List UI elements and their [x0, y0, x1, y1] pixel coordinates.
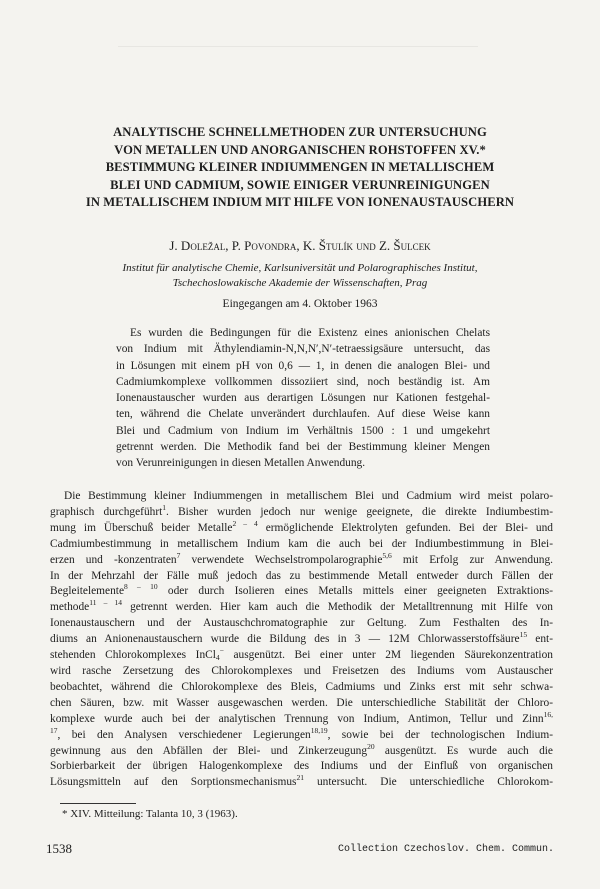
- reference-superscript: 5,6: [382, 550, 392, 560]
- body-line: [50, 725, 553, 744]
- body-text-run: erzen und -konzentraten: [50, 553, 177, 566]
- body-text-run: mung im Überschuß beider Metalle: [50, 521, 233, 534]
- body-text-run: gewinnung aus den Abfällen der Blei- und Zinkerzeugung: [50, 744, 368, 757]
- body-text: [50, 489, 553, 791]
- body-text-run: beobachtet, während die Chlorokomplexe des Bleis, Cadmiums und Zinks erst mit sehr schwa-: [50, 680, 553, 693]
- reference-superscript: 1: [162, 502, 167, 512]
- scan-artifact-line: [118, 46, 478, 47]
- abstract-line: Es wurden die Bedingungen für die Existenz eines anionischen Chelats: [130, 327, 490, 339]
- abstract-line: getrennt werden. Die Methodik fand bei der Bestimmung kleiner Mengen: [116, 441, 490, 454]
- reference-superscript: 21: [296, 773, 304, 783]
- footnote-rule: [60, 803, 136, 804]
- reference-superscript: 8 – 10: [124, 582, 158, 592]
- affiliation-line: Tschechoslowakische Akademie der Wissenschaften, Prag: [172, 277, 428, 289]
- subscript: 4: [215, 653, 220, 663]
- body-line: [50, 741, 553, 760]
- body-text-run: Cadmiumbestimmung in metallischem Indium kam die auch bei der Indiumbestimmung in Blei-: [50, 537, 553, 550]
- body-line: [50, 680, 553, 696]
- body-line: [50, 696, 553, 712]
- abstract: [116, 325, 490, 472]
- body-text-run: stehenden Chlorokomplexes InCl: [50, 649, 216, 662]
- body-text-run: , sowie bei der technologischen Indium-: [327, 728, 553, 741]
- title-line: BLEI UND CADMIUM, SOWIE EINIGER VERUNREINIGUNGEN: [110, 177, 490, 192]
- affiliation: [30, 261, 570, 291]
- title-line: ANALYTISCHE SCHNELLMETHODEN ZUR UNTERSUCHUNG: [113, 125, 487, 139]
- body-text-run: Begleitelemente: [50, 585, 125, 598]
- body-text-run: ent-: [527, 633, 553, 646]
- body-text-run: methode: [50, 601, 90, 614]
- body-text-run: diums an Anionenaustauschern wurde die Bildung des in 3 — 12M Chlorwasserstoffsäure: [50, 633, 520, 646]
- body-text-run: Ionenaustauschern und der Austauschchromatographie zur Geltung. Zum Festhalten des In-: [50, 617, 553, 630]
- body-text-run: Lösungsmitteln auf den Sorptionsmechanismus: [50, 776, 297, 789]
- body-line: [50, 664, 553, 680]
- body-line: [50, 775, 553, 791]
- body-text-run: mit Erfolg zur Anwendung.: [391, 553, 554, 566]
- body-line: [50, 489, 553, 505]
- body-line: [50, 537, 553, 553]
- title-line: IN METALLISCHEM INDIUM MIT HILFE VON IONENAUSTAUSCHERN: [85, 195, 515, 210]
- reference-superscript: −: [219, 646, 224, 656]
- title-line: BESTIMMUNG KLEINER INDIUMMENGEN IN METALLISCHEM: [105, 160, 495, 175]
- body-text-run: , bei den Analysen verschiedener Legierungen: [57, 728, 311, 741]
- abstract-line: von Verunreinigungen in diesen Metallen Anwendung.: [116, 457, 366, 470]
- abstract-line: Ionenaustauscher wurden aus derartigen Lösungen nur Kationen festgehal-: [116, 392, 490, 405]
- reference-superscript: 16,: [543, 709, 553, 719]
- abstract-line: ten, während die Chelate unverändert durchlaufen. Auf diese Weise kann: [116, 408, 490, 421]
- body-text-run: Die Bestimmung kleiner Indiummengen in metallischem Blei und Cadmium wird meist polaro-: [64, 490, 553, 502]
- journal-name: Collection Czechoslov. Chem. Commun.: [337, 844, 554, 855]
- body-line: [50, 502, 553, 521]
- body-text-run: wird rasche Zersetzung des Chlorokomplexes und Freisetzen des Indiums vom Austauscher: [50, 664, 553, 677]
- abstract-line: von Indium mit Äthylendiamin-N,N,N′,N′-tetraessigsäure untersucht, das: [116, 343, 490, 356]
- received-date: Eingegangen am 4. Oktober 1963: [222, 298, 378, 310]
- body-line: [50, 550, 554, 569]
- reference-superscript: 7: [176, 550, 181, 560]
- body-line: [50, 616, 553, 632]
- abstract-line: Cadmiumkomplexe vollkommen dissoziiert sind, noch beständig ist. Am: [116, 375, 490, 388]
- reference-superscript: 17: [50, 725, 58, 735]
- body-line: [50, 584, 553, 600]
- body-line: [50, 600, 553, 616]
- body-line: [50, 709, 553, 728]
- body-text-run: untersucht. Die unterschiedliche Chlorokom-: [304, 776, 553, 789]
- footnote: * XIV. Mitteilung: Talanta 10, 3 (1963).: [62, 808, 238, 820]
- reference-superscript: 20: [367, 741, 375, 751]
- body-text-run: getrennt werden. Hier kam auch die Methodik der Metalltrennung mit Hilfe von: [121, 601, 553, 614]
- body-text-run: Sorbierbarkeit der übrigen Halogenkomplexe des Indiums und der Einfluß von organischen: [50, 760, 553, 773]
- affiliation-line: Institut für analytische Chemie, Karlsuniversität und Polarographisches Institut,: [122, 262, 478, 274]
- body-line: [50, 648, 553, 664]
- reference-superscript: 18,19: [310, 725, 328, 735]
- body-text-run: oder durch Isolieren eines Metalls mittels einer geeigneten Extraktions-: [157, 585, 554, 598]
- reference-superscript: 11 – 14: [89, 598, 122, 608]
- body-text-run: ausgenützt. Bei einer unter 2M liegenden Säurekonzentration: [223, 649, 553, 662]
- body-line: [50, 518, 553, 537]
- body-text-run: verwendete Wechselstrompolarographie: [180, 553, 383, 566]
- body-text-run: . Bisher wurden jedoch nur wenige geeignete, die direkte Indiumbestim-: [166, 505, 553, 518]
- body-line: [50, 632, 553, 648]
- body-text-run: In der Mehrzahl der Fälle muß jedoch das zu bestimmende Metall entweder durch Fällen der: [50, 569, 553, 582]
- title-line: VON METALLEN UND ANORGANISCHEN ROHSTOFFEN XV.*: [114, 142, 486, 157]
- body-text-run: graphisch durchgeführt: [50, 505, 163, 518]
- authors: J. Doležal, P. Povondra, K. Štulík und Z. Šulcek: [169, 238, 431, 253]
- abstract-line: Blei und Cadmium von Indium im Verhältnis 1500 : 1 und umgekehrt: [116, 424, 490, 437]
- article-title: [30, 124, 570, 212]
- body-text-run: chen Säuren, bzw. mit Wasser ausgewaschen werden. Die unterschiedliche Stabilität der Chloro-: [50, 696, 553, 709]
- reference-superscript: 2 – 4: [232, 518, 258, 528]
- reference-superscript: 15: [519, 630, 528, 640]
- page-number: 1538: [46, 841, 72, 856]
- abstract-line: in Lösungen mit einem pH von 0,6 — 1, in denen die analogen Blei- und: [116, 359, 490, 372]
- body-text-run: komplexe wurde auch bei der analytischen Trennung von Indium, Antimon, Tellur und Zinn: [50, 712, 544, 725]
- body-text-run: ausgenützt. Es wurde auch die: [374, 744, 553, 757]
- body-text-run: ermöglichende Elektrolyten gefunden. Bei der Blei- und: [257, 521, 553, 534]
